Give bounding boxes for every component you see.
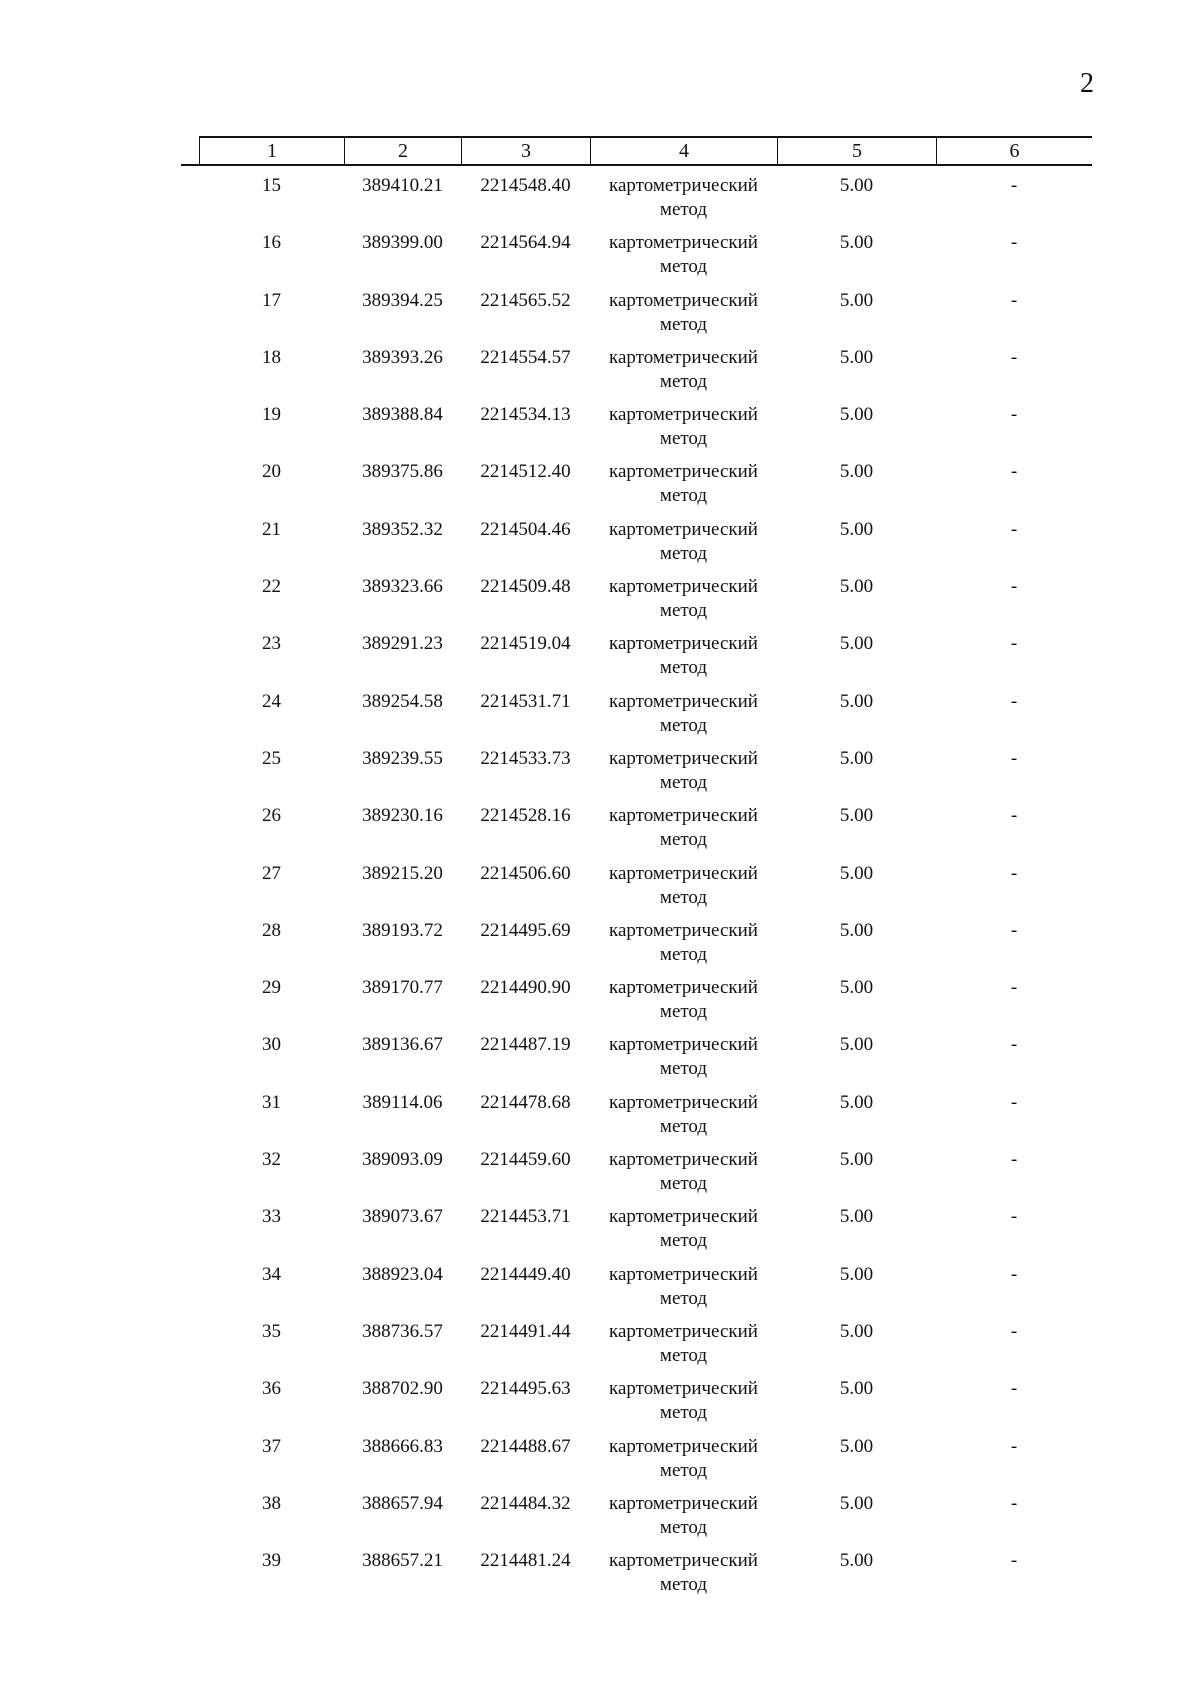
table-row — [199, 632, 1092, 689]
table-row — [199, 1435, 1092, 1492]
point-number-cell: 26 — [262, 805, 281, 827]
method-line-1: картометрический — [609, 805, 758, 827]
method-line-1: картометрический — [609, 1550, 758, 1572]
method-line-2: метод — [659, 714, 708, 736]
table-row — [199, 919, 1092, 976]
method-cell — [590, 919, 777, 976]
point-number-cell: 36 — [262, 1378, 281, 1400]
point-number-cell: 17 — [262, 289, 281, 311]
accuracy-cell: 5.00 — [839, 1206, 874, 1228]
note-cell: - — [1010, 1206, 1018, 1228]
header-col-5: 5 — [777, 138, 936, 164]
x-coordinate-cell: 389114.06 — [362, 1091, 443, 1113]
y-coordinate-cell: 2214519.04 — [480, 633, 571, 655]
point-number-cell: 28 — [262, 919, 281, 941]
y-coordinate-cell: 2214534.13 — [480, 404, 571, 426]
accuracy-cell: 5.00 — [839, 1492, 874, 1514]
note-cell: - — [1010, 518, 1018, 540]
point-number-cell: 23 — [262, 633, 281, 655]
table-row — [199, 403, 1092, 460]
method-cell — [590, 632, 777, 689]
y-coordinate-cell: 2214487.19 — [480, 1034, 571, 1056]
accuracy-cell: 5.00 — [839, 232, 874, 254]
point-number-cell: 27 — [262, 862, 281, 884]
point-number-cell: 33 — [262, 1206, 281, 1228]
point-number-cell: 18 — [262, 346, 281, 368]
x-coordinate-cell: 389399.00 — [362, 232, 443, 254]
table-row — [199, 1033, 1092, 1090]
accuracy-cell: 5.00 — [839, 805, 874, 827]
accuracy-cell: 5.00 — [839, 1091, 874, 1113]
method-line-2: метод — [659, 1230, 708, 1252]
method-line-2: метод — [659, 1058, 708, 1080]
method-cell — [590, 289, 777, 346]
y-coordinate-cell: 2214490.90 — [480, 977, 571, 999]
point-number-cell: 31 — [262, 1091, 281, 1113]
method-line-1: картометрический — [609, 919, 758, 941]
method-cell — [590, 1205, 777, 1262]
accuracy-cell: 5.00 — [839, 919, 874, 941]
method-cell — [590, 1492, 777, 1549]
y-coordinate-cell: 2214488.67 — [480, 1435, 571, 1457]
method-cell — [590, 862, 777, 919]
method-line-1: картометрический — [609, 404, 758, 426]
point-number-cell: 20 — [262, 461, 281, 483]
table-row — [199, 1091, 1092, 1148]
x-coordinate-cell: 388736.57 — [362, 1320, 443, 1342]
method-line-1: картометрический — [609, 977, 758, 999]
accuracy-cell: 5.00 — [839, 1034, 874, 1056]
method-line-2: метод — [659, 370, 708, 392]
y-coordinate-cell: 2214449.40 — [480, 1263, 571, 1285]
method-cell — [590, 1377, 777, 1434]
method-cell — [590, 231, 777, 288]
method-cell — [590, 575, 777, 632]
x-coordinate-cell: 389170.77 — [362, 977, 443, 999]
point-number-cell: 22 — [262, 576, 281, 598]
point-number-cell: 34 — [262, 1263, 281, 1285]
method-cell — [590, 1263, 777, 1320]
note-cell: - — [1010, 919, 1018, 941]
y-coordinate-cell: 2214484.32 — [480, 1492, 571, 1514]
method-line-2: метод — [659, 428, 708, 450]
table-row — [199, 1263, 1092, 1320]
method-line-1: картометрический — [609, 461, 758, 483]
page-number: 2 — [1080, 68, 1094, 99]
point-number-cell: 39 — [262, 1550, 281, 1572]
table-row — [199, 289, 1092, 346]
method-line-1: картометрический — [609, 576, 758, 598]
method-line-1: картометрический — [609, 1320, 758, 1342]
y-coordinate-cell: 2214495.63 — [480, 1378, 571, 1400]
table-row — [199, 976, 1092, 1033]
method-line-1: картометрический — [609, 633, 758, 655]
x-coordinate-cell: 389393.26 — [362, 346, 443, 368]
method-line-2: метод — [659, 943, 708, 965]
x-coordinate-cell: 389073.67 — [362, 1206, 443, 1228]
y-coordinate-cell: 2214548.40 — [480, 175, 571, 196]
accuracy-cell: 5.00 — [839, 518, 874, 540]
accuracy-cell: 5.00 — [839, 404, 874, 426]
note-cell: - — [1010, 805, 1018, 827]
note-cell: - — [1010, 1091, 1018, 1113]
method-cell — [590, 174, 777, 231]
method-cell — [590, 518, 777, 575]
method-line-2: метод — [659, 829, 708, 851]
note-cell: - — [1010, 1378, 1018, 1400]
table-row — [199, 346, 1092, 403]
method-line-2: метод — [659, 485, 708, 507]
method-line-1: картометрический — [609, 1091, 758, 1113]
method-cell — [590, 403, 777, 460]
accuracy-cell: 5.00 — [839, 576, 874, 598]
note-cell: - — [1010, 1435, 1018, 1457]
method-line-2: метод — [659, 771, 708, 793]
method-cell — [590, 690, 777, 747]
accuracy-cell: 5.00 — [839, 461, 874, 483]
method-line-2: метод — [659, 1173, 708, 1195]
y-coordinate-cell: 2214509.48 — [480, 576, 571, 598]
table-row — [199, 460, 1092, 517]
y-coordinate-cell: 2214481.24 — [480, 1550, 571, 1572]
accuracy-cell: 5.00 — [839, 175, 874, 196]
header-col-1: 1 — [199, 138, 344, 164]
table-row — [199, 862, 1092, 919]
method-line-2: метод — [659, 1574, 708, 1596]
note-cell: - — [1010, 576, 1018, 598]
x-coordinate-cell: 389193.72 — [362, 919, 443, 941]
accuracy-cell: 5.00 — [839, 690, 874, 712]
note-cell: - — [1010, 175, 1018, 196]
method-cell — [590, 1091, 777, 1148]
method-line-1: картометрический — [609, 232, 758, 254]
point-number-cell: 29 — [262, 977, 281, 999]
y-coordinate-cell: 2214478.68 — [480, 1091, 571, 1113]
note-cell: - — [1010, 1034, 1018, 1056]
method-line-2: метод — [659, 1516, 708, 1538]
method-line-1: картометрический — [609, 1149, 758, 1171]
table-row — [199, 1205, 1092, 1262]
note-cell: - — [1010, 690, 1018, 712]
table-row — [199, 575, 1092, 632]
note-cell: - — [1010, 461, 1018, 483]
table-row — [199, 1549, 1092, 1606]
method-cell — [590, 1549, 777, 1606]
y-coordinate-cell: 2214495.69 — [480, 919, 571, 941]
accuracy-cell: 5.00 — [839, 862, 874, 884]
x-coordinate-cell: 389388.84 — [362, 404, 443, 426]
method-line-1: картометрический — [609, 518, 758, 540]
accuracy-cell: 5.00 — [839, 1149, 874, 1171]
table-header — [199, 136, 1092, 166]
point-number-cell: 24 — [262, 690, 281, 712]
table-body — [199, 174, 1092, 1606]
method-cell — [590, 1320, 777, 1377]
accuracy-cell: 5.00 — [839, 1550, 874, 1572]
note-cell: - — [1010, 747, 1018, 769]
x-coordinate-cell: 389352.32 — [362, 518, 443, 540]
x-coordinate-cell: 388657.94 — [362, 1492, 443, 1514]
point-number-cell: 32 — [262, 1149, 281, 1171]
method-line-2: метод — [659, 542, 708, 564]
method-line-1: картометрический — [609, 690, 758, 712]
method-line-2: метод — [659, 1402, 708, 1424]
accuracy-cell: 5.00 — [839, 1263, 874, 1285]
point-number-cell: 30 — [262, 1034, 281, 1056]
point-number-cell: 21 — [262, 518, 281, 540]
accuracy-cell: 5.00 — [839, 1378, 874, 1400]
note-cell: - — [1010, 862, 1018, 884]
y-coordinate-cell: 2214564.94 — [480, 232, 571, 254]
accuracy-cell: 5.00 — [839, 747, 874, 769]
method-cell — [590, 1435, 777, 1492]
method-line-2: метод — [659, 1001, 708, 1023]
y-coordinate-cell: 2214453.71 — [480, 1206, 571, 1228]
method-line-2: метод — [659, 1287, 708, 1309]
note-cell: - — [1010, 1492, 1018, 1514]
y-coordinate-cell: 2214528.16 — [480, 805, 571, 827]
table-row — [199, 231, 1092, 288]
note-cell: - — [1010, 289, 1018, 311]
method-line-2: метод — [659, 313, 708, 335]
method-line-1: картометрический — [609, 1263, 758, 1285]
note-cell: - — [1010, 232, 1018, 254]
accuracy-cell: 5.00 — [839, 346, 874, 368]
method-line-1: картометрический — [609, 862, 758, 884]
x-coordinate-cell: 389215.20 — [362, 862, 443, 884]
method-line-1: картометрический — [609, 346, 758, 368]
table-row — [199, 690, 1092, 747]
x-coordinate-cell: 389394.25 — [362, 289, 443, 311]
y-coordinate-cell: 2214504.46 — [480, 518, 571, 540]
method-line-1: картометрический — [609, 1206, 758, 1228]
note-cell: - — [1010, 346, 1018, 368]
table-row — [199, 747, 1092, 804]
accuracy-cell: 5.00 — [839, 977, 874, 999]
method-line-1: картометрический — [609, 1034, 758, 1056]
x-coordinate-cell: 389230.16 — [362, 805, 443, 827]
point-number-cell: 19 — [262, 404, 281, 426]
table-row — [199, 1377, 1092, 1434]
method-line-1: картометрический — [609, 1378, 758, 1400]
method-cell — [590, 460, 777, 517]
x-coordinate-cell: 389323.66 — [362, 576, 443, 598]
x-coordinate-cell: 389136.67 — [362, 1034, 443, 1056]
x-coordinate-cell: 389254.58 — [362, 690, 443, 712]
method-line-2: метод — [659, 199, 708, 220]
x-coordinate-cell: 388923.04 — [362, 1263, 443, 1285]
note-cell: - — [1010, 1550, 1018, 1572]
x-coordinate-cell: 388657.21 — [362, 1550, 443, 1572]
method-line-1: картометрический — [609, 1492, 758, 1514]
x-coordinate-cell: 388666.83 — [362, 1435, 443, 1457]
method-line-1: картометрический — [609, 747, 758, 769]
method-cell — [590, 747, 777, 804]
header-col-3: 3 — [461, 138, 590, 164]
method-cell — [590, 1033, 777, 1090]
point-number-cell: 37 — [262, 1435, 281, 1457]
method-cell — [590, 346, 777, 403]
y-coordinate-cell: 2214565.52 — [480, 289, 571, 311]
point-number-cell: 16 — [262, 232, 281, 254]
method-line-2: метод — [659, 256, 708, 278]
method-line-2: метод — [659, 657, 708, 679]
table-row — [199, 1148, 1092, 1205]
x-coordinate-cell: 389291.23 — [362, 633, 443, 655]
header-col-2: 2 — [344, 138, 461, 164]
method-cell — [590, 1148, 777, 1205]
header-col-6: 6 — [936, 138, 1092, 164]
y-coordinate-cell: 2214531.71 — [480, 690, 571, 712]
accuracy-cell: 5.00 — [839, 1435, 874, 1457]
table-row — [199, 518, 1092, 575]
accuracy-cell: 5.00 — [839, 289, 874, 311]
note-cell: - — [1010, 404, 1018, 426]
y-coordinate-cell: 2214554.57 — [480, 346, 571, 368]
method-line-2: метод — [659, 1344, 708, 1366]
method-line-2: метод — [659, 1115, 708, 1137]
table-row — [199, 1492, 1092, 1549]
method-line-1: картометрический — [609, 289, 758, 311]
note-cell: - — [1010, 1149, 1018, 1171]
y-coordinate-cell: 2214512.40 — [480, 461, 571, 483]
x-coordinate-cell: 389410.21 — [362, 175, 443, 196]
table-row — [199, 804, 1092, 861]
method-line-1: картометрический — [609, 1435, 758, 1457]
accuracy-cell: 5.00 — [839, 633, 874, 655]
note-cell: - — [1010, 977, 1018, 999]
method-line-2: метод — [659, 1459, 708, 1481]
note-cell: - — [1010, 1320, 1018, 1342]
y-coordinate-cell: 2214533.73 — [480, 747, 571, 769]
method-cell — [590, 804, 777, 861]
method-line-2: метод — [659, 886, 708, 908]
x-coordinate-cell: 388702.90 — [362, 1378, 443, 1400]
note-cell: - — [1010, 1263, 1018, 1285]
y-coordinate-cell: 2214491.44 — [480, 1320, 571, 1342]
method-cell — [590, 976, 777, 1033]
method-line-1: картометрический — [609, 175, 758, 196]
point-number-cell: 35 — [262, 1320, 281, 1342]
note-cell: - — [1010, 633, 1018, 655]
x-coordinate-cell: 389239.55 — [362, 747, 443, 769]
header-col-4: 4 — [590, 138, 777, 164]
accuracy-cell: 5.00 — [839, 1320, 874, 1342]
table-row — [199, 174, 1092, 231]
point-number-cell: 15 — [262, 175, 281, 196]
x-coordinate-cell: 389375.86 — [362, 461, 443, 483]
point-number-cell: 25 — [262, 747, 281, 769]
point-number-cell: 38 — [262, 1492, 281, 1514]
method-line-2: метод — [659, 600, 708, 622]
table-row — [199, 1320, 1092, 1377]
y-coordinate-cell: 2214459.60 — [480, 1149, 571, 1171]
x-coordinate-cell: 389093.09 — [362, 1149, 443, 1171]
y-coordinate-cell: 2214506.60 — [480, 862, 571, 884]
